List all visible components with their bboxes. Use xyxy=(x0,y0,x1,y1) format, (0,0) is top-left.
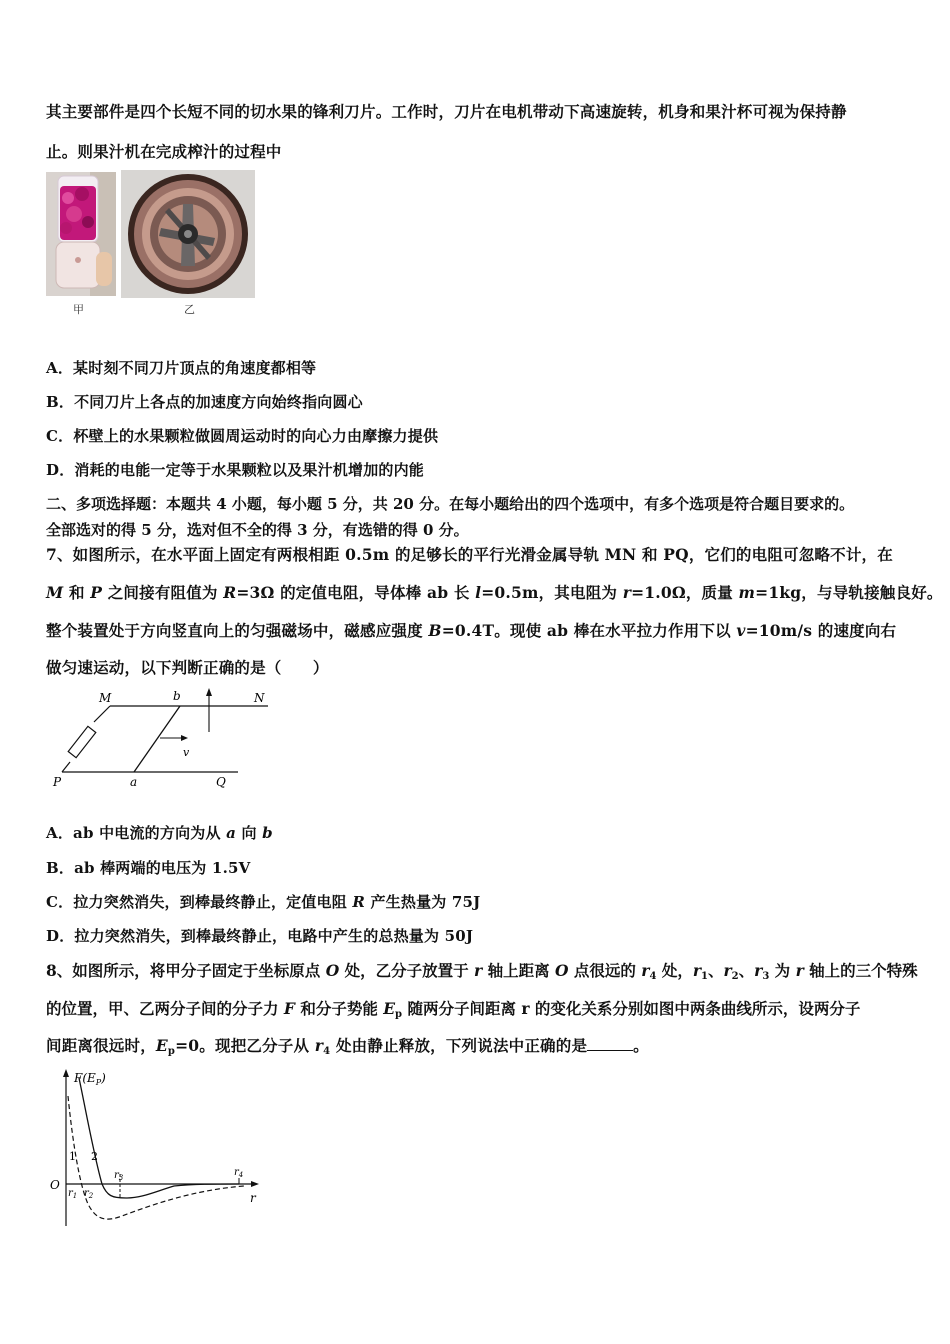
curve-label-1: 1 xyxy=(69,1150,76,1163)
juicer-photo-yi xyxy=(121,170,255,298)
q8-stem-line-2: 的位置，甲、乙两分子间的分子力 F 和分子势能 $E_p$ 随两分子间距离 r 的变化关系分别如图中两条曲线所示，设两分子 xyxy=(46,999,861,1020)
q6-option-d: D．消耗的电能一定等于水果颗粒以及果汁机增加的内能 xyxy=(46,461,425,479)
label-b: b xyxy=(173,689,181,703)
juicer-photo-jia xyxy=(46,172,116,296)
label-N: N xyxy=(254,691,265,705)
answer-blank xyxy=(587,1038,633,1051)
q8-force-energy-graph xyxy=(44,1066,264,1230)
q6-option-c: C．杯壁上的水果颗粒做圆周运动时的向心力由摩擦力提供 xyxy=(46,427,439,445)
intro-line-2: 止。则果汁机在完成榨汁的过程中 xyxy=(46,142,282,161)
tick-r1: $r_1$ xyxy=(68,1188,78,1200)
label-a: a xyxy=(130,775,138,789)
q7-option-d: D．拉力突然消失，到棒最终静止，电路中产生的总热量为 50J xyxy=(46,927,474,945)
tick-r4: $r_4$ xyxy=(234,1167,244,1179)
q7-option-c: C．拉力突然消失，到棒最终静止，定值电阻 R 产生热量为 75J xyxy=(46,893,481,911)
label-Q: Q xyxy=(216,775,226,789)
label-v: v xyxy=(183,746,190,759)
graph-origin: O xyxy=(50,1178,60,1192)
resistor-icon xyxy=(68,726,96,757)
q7-rail-diagram xyxy=(48,688,278,794)
q7-option-a: A．ab 中电流的方向为从 a 向 b xyxy=(46,824,273,842)
rod-ab xyxy=(134,706,180,772)
q8-stem-line-1: 8、如图所示，将甲分子固定于坐标原点 O 处，乙分子放置于 r 轴上距离 O 点很远的 $r_4$ 处，$r_1$、$r_2$、$r_3$ 为 r 轴上的三个特殊 xyxy=(46,961,918,982)
juicer-caption-yi: 乙 xyxy=(184,303,195,316)
curve-label-2: 2 xyxy=(91,1150,98,1163)
q8-stem-line-3: 间距离很远时，$E_p=0$。现把乙分子从 $r_4$ 处由静止释放，下列说法中正确的是 。 xyxy=(46,1036,649,1057)
q7-option-b: B．ab 棒两端的电压为 1.5V xyxy=(46,859,251,877)
section2-line-2: 全部选对的得 5 分，选对但不全的得 3 分，有选错的得 0 分。 xyxy=(46,521,469,539)
q7-stem-line-4: 做匀速运动，以下判断正确的是（ ） xyxy=(46,658,329,677)
graph-ylabel: $F(E_P)$ xyxy=(74,1071,106,1087)
q7-stem-line-1: 7、如图所示，在水平面上固定有两根相距 0.5m 的足够长的平行光滑金属导轨 MN 和 PQ，它们的电阻可忽略不计，在 xyxy=(46,545,893,564)
section2-line-1: 二、多项选择题：本题共 4 小题，每小题 5 分，共 20 分。在每小题给出的四个选项中，有多个选项是符合题目要求的。 xyxy=(46,495,855,513)
tick-r2: $r_2$ xyxy=(84,1188,94,1200)
curve-2-solid xyxy=(79,1078,239,1198)
tick-r3: $r_3$ xyxy=(114,1170,124,1182)
intro-line-1: 其主要部件是四个长短不同的切水果的锋利刀片。工作时，刀片在电机带动下高速旋转，机身和果汁杯可视为保持静 xyxy=(46,102,847,121)
q7-stem-line-3: 整个装置处于方向竖直向上的匀强磁场中，磁感应强度 B=0.4T。现使 ab 棒在水平拉力作用下以 v=10m/s 的速度向右 xyxy=(46,621,897,640)
label-P: P xyxy=(53,775,62,789)
q6-option-a: A．某时刻不同刀片顶点的角速度都相等 xyxy=(46,359,317,377)
juicer-caption-jia: 甲 xyxy=(73,303,84,316)
q7-stem-line-2: M 和 P 之间接有阻值为 R=3Ω 的定值电阻，导体棒 ab 长 l=0.5m，其电阻为 r=1.0Ω，质量 m=1kg，与导轨接触良好。 xyxy=(46,583,943,602)
graph-xlabel: r xyxy=(250,1191,256,1205)
q6-option-b: B．不同刀片上各点的加速度方向始终指向圆心 xyxy=(46,393,363,411)
label-M: M xyxy=(99,691,112,705)
